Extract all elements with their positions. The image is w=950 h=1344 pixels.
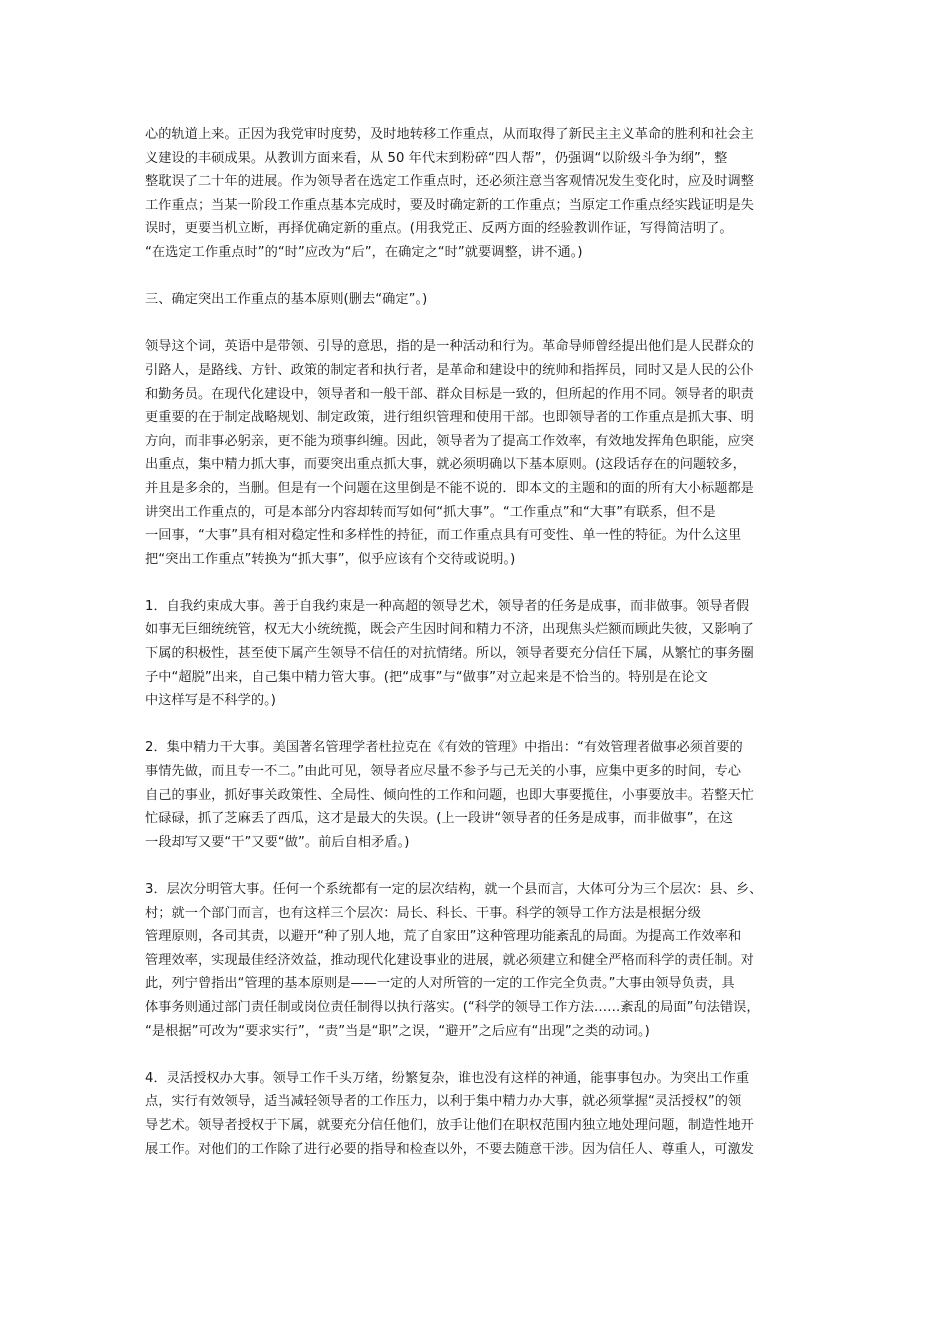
- paragraph-spacer: [145, 571, 815, 595]
- paragraph-point-1: [145, 595, 815, 713]
- heading-line: 三、确定突出工作重点的基本原则(删去“确定”。): [145, 292, 428, 308]
- text-line: 和勤务员。在现代化建设中，领导者和一般干部、群众目标是一致的，但所起的作用不同。领导者的职责: [145, 386, 754, 402]
- text-line: 并且是多余的，当删。但是有一个问题在这里倒是不能不说的．即本文的主题和的面的所有大小标题都是: [145, 480, 754, 496]
- text-line: 事情先做，而且专一不二。”由此可见，领导者应尽量不参予与己无关的小事，应集中更多的时间，专心: [145, 764, 741, 780]
- text-line: “是根据”可改为“要求实行”，“责”当是“职”之误，“避开”之后应有“出现”之类的动词。): [145, 1023, 650, 1039]
- document-body: [145, 123, 815, 1161]
- text-line: 把“突出工作重点”转换为“抓大事”，似乎应该有个交待或说明。): [145, 551, 516, 567]
- text-line: 误时，更要当机立断，再择优确定新的重点。(用我党正、反两方面的经验教训作证，写得简洁明了。: [145, 221, 733, 237]
- text-line: 1．自我约束成大事。善于自我约束是一种高超的领导艺术，领导者的任务是成事，而非做事。领导者假: [145, 598, 750, 614]
- text-line: 如事无巨细统统管，权无大小统统揽，既会产生因时间和精力不济，出现焦头烂额而顾此失彼，又影响了: [145, 622, 754, 638]
- paragraph-work-focus-conclusion: [145, 123, 815, 265]
- text-line: 展工作。对他们的工作除了进行必要的指导和检查以外，不要去随意干涉。因为信任人、尊重人，可激发: [145, 1141, 754, 1157]
- text-line: 整耽误了二十年的进展。作为领导者在选定工作重点时，还必须注意当客观情况发生变化时，应及时调整: [145, 174, 754, 190]
- text-line: 2．集中精力干大事。美国著名管理学者杜拉克在《有效的管理》中指出：“有效管理者做事必须首要的: [145, 740, 743, 756]
- text-line: 此，列宁曾指出“管理的基本原则是——一定的人对所管的一定的工作完全负责。”大事由领导负责，具: [145, 976, 735, 992]
- paragraph-spacer: [145, 265, 815, 289]
- paragraph-point-3: [145, 878, 815, 1043]
- paragraph-point-2: [145, 736, 815, 854]
- paragraph-leadership-definition: [145, 335, 815, 571]
- text-line: 点，实行有效领导，适当减轻领导者的工作压力，以利于集中精力办大事，就必须掌握“灵活授权”的领: [145, 1094, 742, 1110]
- text-line: 心的轨道上来。正因为我党审时度势，及时地转移工作重点，从而取得了新民主主义革命的胜利和社会主: [145, 127, 754, 142]
- text-line: 管理原则，各司其责，以避开“种了别人地，荒了自家田”这种管理功能紊乱的局面。为提高工作效率和: [145, 929, 742, 945]
- text-line: 义建设的丰硕成果。从教训方面来看，从 50 年代末到粉碎“四人帮”，仍强调“以阶级斗争为纲”，整: [145, 150, 728, 166]
- text-line: 子中“超脱”出来，自己集中精力管大事。(把“成事”与“做事”对立起来是不恰当的。特别是在论文: [145, 669, 708, 685]
- text-line: 更重要的在于制定战略规划、制定政策，进行组织管理和使用干部。也即领导者的工作重点是抓大事、明: [145, 410, 754, 426]
- paragraph-point-4: [145, 1067, 815, 1161]
- text-line: 体事务则通过部门责任制或岗位责任制得以执行落实。(“科学的领导工作方法……紊乱的局面”句法错误，: [145, 999, 760, 1015]
- text-line: 中这样写是不科学的。): [145, 693, 276, 709]
- text-line: 忙碌碌，抓了芝麻丢了西瓜，这才是最大的失误。(上一段讲“领导者的任务是成事，而非做事”，在这: [145, 811, 734, 827]
- text-line: 方向，而非事必躬亲，更不能为琐事纠缠。因此，领导者为了提高工作效率，有效地发挥角色职能，应突: [145, 433, 754, 449]
- paragraph-spacer: [145, 1043, 815, 1067]
- text-line: 工作重点；当某一阶段工作重点基本完成时，要及时确定新的工作重点；当原定工作重点经实践证明是失: [145, 197, 754, 213]
- text-line: 出重点，集中精力抓大事，而要突出重点抓大事，就必须明确以下基本原则。(这段话存在的问题较多，: [145, 457, 746, 473]
- paragraph-spacer: [145, 312, 815, 336]
- text-line: 引路人，是路线、方针、政策的制定者和执行者，是革命和建设中的统帅和指挥员，同时又是人民的公仆: [145, 362, 754, 378]
- text-line: 一段却写又要“干”又要“做”。前后自相矛盾。): [145, 834, 410, 850]
- text-line: 自己的事业，抓好事关政策性、全局性、倾向性的工作和问题，也即大事要揽住，小事要放丰。若整天忙: [145, 787, 754, 803]
- text-line: 领导这个词，英语中是带领、引导的意思，指的是一种活动和行为。革命导师曾经提出他们是人民群众的: [145, 339, 754, 355]
- text-line: 一回事，“大事”具有相对稳定性和多样性的持征，而工作重点具有可变性、单一性的特征。为什么这里: [145, 528, 742, 544]
- section-heading: [145, 288, 815, 312]
- text-line: 下属的积极性，甚至使下属产生领导不信任的对抗情绪。所以，领导者要充分信任下属，从繁忙的事务圈: [145, 646, 754, 662]
- text-line: 讲突出工作重点的，可是本部分内容却转而写如何“抓大事”。“工作重点”和“大事”有联系，但不是: [145, 504, 716, 520]
- text-line: 管理效率，实现最佳经济效益，推动现代化建设事业的进展，就必须建立和健全严格而科学的责任制。对: [145, 952, 754, 968]
- text-line: 导艺术。领导者授权于下属，就要充分信任他们，放手让他们在职权范围内独立地处理问题，制造性地开: [145, 1117, 754, 1133]
- text-line: “在选定工作重点时”的“时”应改为“后”，在确定之“时”就要调整，讲不通。): [145, 244, 583, 260]
- text-line: 村；就一个部门而言，也有这样三个层次：局长、科长、干事。科学的领导工作方法是根据分级: [145, 905, 701, 921]
- paragraph-spacer: [145, 854, 815, 878]
- text-line: 3．层次分明管大事。任何一个系统都有一定的层次结构，就一个县而言，大体可分为三个层次：县、乡、: [145, 882, 763, 897]
- text-line: 4．灵活授权办大事。领导工作千头万绪，纷繁复杂，谁也没有这样的神通，能事事包办。为突出工作重: [145, 1070, 750, 1086]
- paragraph-spacer: [145, 713, 815, 737]
